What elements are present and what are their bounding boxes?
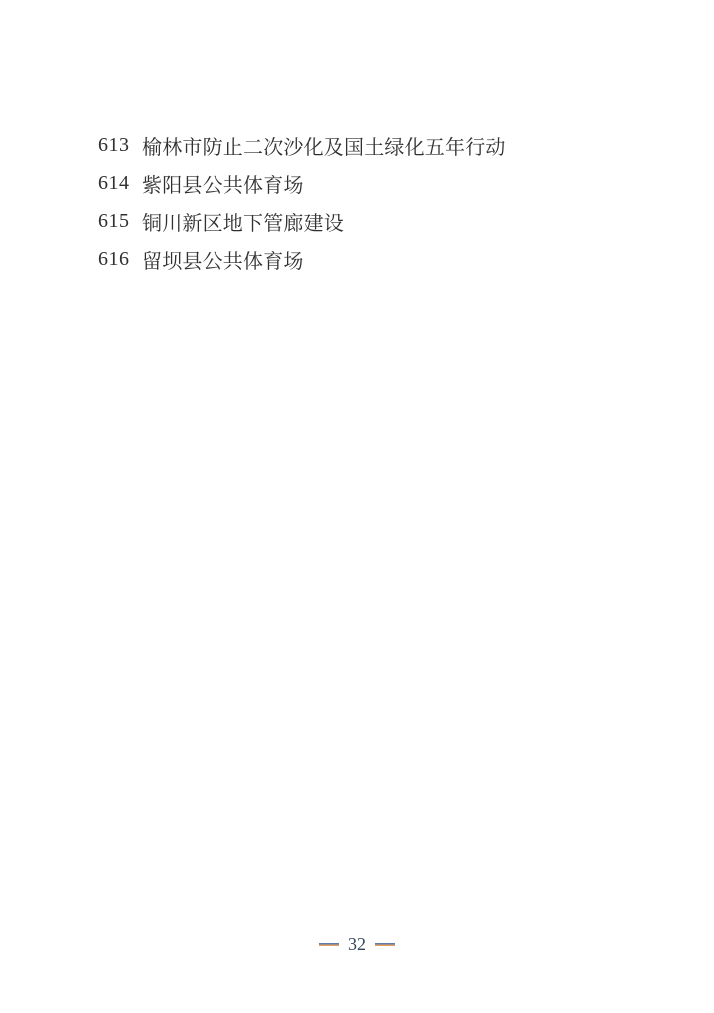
footer-dash-left: [319, 943, 339, 946]
item-number: 615: [98, 209, 130, 232]
page-number: 32: [348, 934, 366, 954]
list-item: [98, 240, 664, 278]
item-number: 614: [98, 171, 130, 194]
item-title: 铜川新区地下管廊建设: [142, 212, 344, 235]
project-list: [98, 126, 664, 278]
list-item: [98, 164, 664, 202]
item-number: 613: [98, 133, 130, 156]
list-item: [98, 202, 664, 240]
page-footer: [0, 935, 714, 953]
item-number: 616: [98, 247, 130, 270]
list-item: [98, 126, 664, 164]
footer-dash-right: [375, 943, 395, 946]
item-title: 紫阳县公共体育场: [142, 174, 304, 197]
item-title: 留坝县公共体育场: [142, 250, 304, 273]
item-title: 榆林市防止二次沙化及国土绿化五年行动: [142, 136, 506, 159]
